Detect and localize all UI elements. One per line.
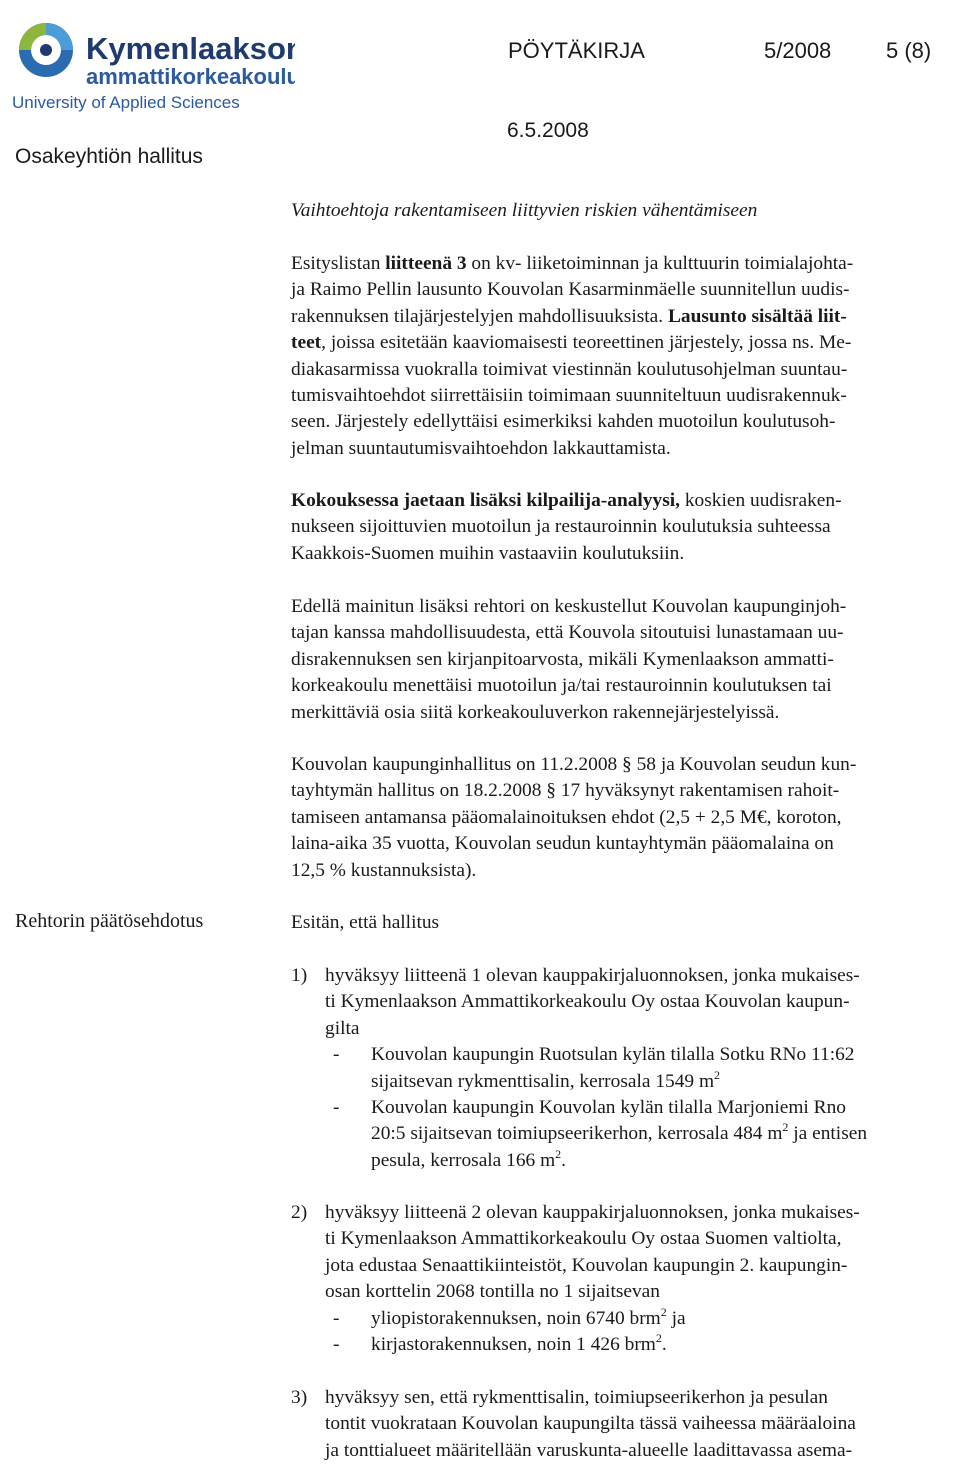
paragraph-statement: Esityslistan liitteenä 3 on kv- liiketoiminnan ja kulttuurin toimialajohta- ja Raimo Pellin lausunto Kouvolan Kasarminmäelle suunnitellun uudis- rakennuksen tilajärjestelyjen mahdollisuuksista. Lausunto sisältää liit- teet, joissa esitetään kaaviomaisesti teoreettinen järjestely, jossa ns. Me- diakasarmissa vuokralla toimivat viestinnän koulutusohjelman suuntau- tumisvaihtoehdot siirrettäisiin toimimaan suunniteltuun uudisrakennuk- seen. Järjestely edellyttäisi esimerkiksi kahden muotoilun koulutusoh- jelman suuntautumisvaihtoehdon lakkauttamista. [291,253,854,459]
document-number: 5/2008 [764,38,832,63]
proposal-item-1: 1) hyväksyy liitteenä 1 olevan kauppakirjaluonnoksen, jonka mukaises- ti Kymenlaakson Ammattikorkeakoulu Oy ostaa Kouvolan kaupun- gilta - Kouvolan kaupungin Ruotsulan kylän tilalla Sotku RNo 11:62 sijaitsevan rykmenttisalin, kerrosala 1549 $m^2$ - Kouvolan kaupungin Kouvolan kylän tilalla Marjoniemi Rno 20:5 sijaitsevan toimiupseerikerhon, kerrosala 484 $m^2$ ja entisen pesula, kerrosala 166 $m^2$. [291,963,959,1174]
item-number: 2) [291,1202,308,1223]
meeting-date: 6.5.2008 [507,119,589,142]
logo-line3: University of Applied Sciences [12,93,240,112]
sub-item: - Kouvolan kaupungin Ruotsulan kylän tilalla Sotku RNo 11:62 sijaitsevan rykmenttisalin, kerrosala 1549 $m^2$ [333,1044,855,1092]
institution-logo [10,12,295,117]
item-number: 1) [291,965,308,986]
proposal-label: Rehtorin päätösehdotus [15,910,204,932]
paragraph-discussion: Edellä mainitun lisäksi rehtori on keskustellut Kouvolan kaupunginjoh- tajan kanssa mahdollisuudesta, että Kouvola sitoutuisi lunastamaan uu- disrakennuksen sen kirjanpitoarvosta, mikäli Kymenlaakson ammatti- korkeakoulu menettäisi muotoilun ja/tai restauroinnin koulutuksen tai merkittäviä osia siitä korkeakouluverkon rakennejärjestelyissä. [291,596,847,723]
item-number: 3) [291,1387,308,1408]
paragraph-competitor-analysis: Kokouksessa jaetaan lisäksi kilpailija-analyysi, koskien uudisraken- nukseen sijoittuvien muotoilun ja restauroinnin koulutuksia suhteessa Kaakkois-Suomen muihin vastaaviin koulutuksiin. [291,490,842,564]
board-name: Osakeyhtiön hallitus [15,145,203,168]
proposal-intro: Esitän, että hallitus [291,912,440,933]
page-number: 5 (8) [886,38,932,63]
topic-title: Vaihtoehtoja rakentamiseen liittyvien riskien vähentämiseen [291,200,758,221]
logo-name: Kymenlaakson [86,31,295,66]
sub-item: - yliopistorakennuksen, noin 6740 brm$^2$ ja [333,1304,686,1329]
logo-emblem-icon [19,23,73,77]
sub-item: - kirjastorakennuksen, noin 1 426 brm$^2$. [333,1331,667,1356]
logo-line2: ammattikorkeakoulu [86,64,295,89]
sub-item: - Kouvolan kaupungin Kouvolan kylän tilalla Marjoniemi Rno 20:5 sijaitsevan toimiupseerikerhon, kerrosala 484 $m^2$ ja entisen pesula, kerrosala 166 $m^2$. [333,1097,868,1171]
proposal-item-2: 2) hyväksyy liitteenä 2 olevan kauppakirjaluonnoksen, jonka mukaises- ti Kymenlaakson Ammattikorkeakoulu Oy ostaa Suomen valtiolta, jota edustaa Senaattikiinteistöt, Kouvolan kaupungin 2. kaupungin- osan korttelin 2068 tontilla no 1 sijaitsevan - yliopistorakennuksen, noin 6740 brm$^2$ ja - kirjastorakennuksen, noin 1 426 brm$^2$. [291,1200,959,1358]
document-type: PÖYTÄKIRJA [508,38,645,63]
paragraph-financing: Kouvolan kaupunginhallitus on 11.2.2008 § 58 ja Kouvolan seudun kun- tayhtymän hallitus on 18.2.2008 § 17 hyväksynyt rakentamisen rahoit- tamiseen antamansa pääomalainoituksen ehdot (2,5 + 2,5 M€, koroton, laina-aika 35 vuotta, Kouvolan seudun kuntayhtymän pääomalaina on 12,5 % kustannuksista). [291,754,857,881]
proposal-item-3: 3) hyväksyy sen, että rykmenttisalin, toimiupseerikerhon ja pesulan tontit vuokrataan Kouvolan kaupungilta tässä vaiheessa määräaloina ja tonttialueet määritellään varuskunta-alueelle laadittavassa asema- [291,1387,856,1461]
